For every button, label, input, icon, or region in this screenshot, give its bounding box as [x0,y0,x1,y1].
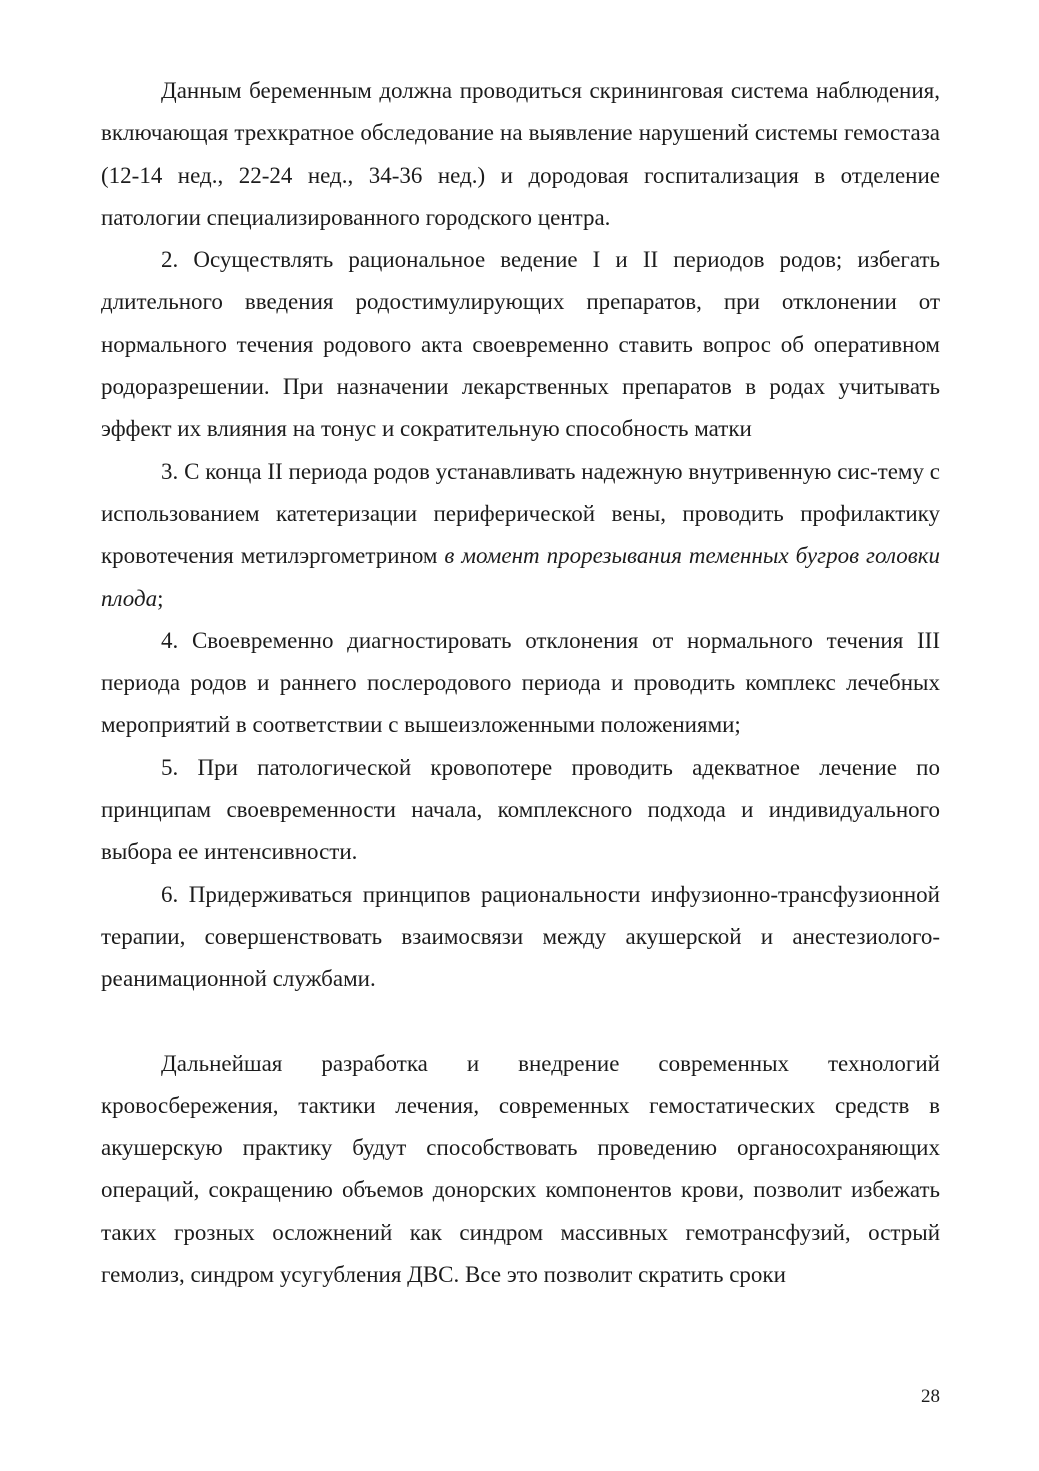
body-text [101,70,940,1296]
paragraph-item-3-text: 3. С конца II периода родов устанавливать надежную внутривенную сис-тему с использованием катетеризации периферической вены, проводить профилактику кровотечения метилэргометрином [101,458,940,569]
paragraph-gap [101,1001,940,1043]
paragraph-conclusion: Дальнейшая разработка и внедрение современных технологий кровосбережения, тактики лечения, современных гемостатических средств в акушерскую практику будут способствовать проведению органосохраняющих операций, сокращению объемов донорских компонентов крови, позволит избежать таких грозных осложнений как синдром массивных гемотрансфузий, острый гемолиз, синдром усугубления ДВС. Все это позволит скратить сроки [101,1050,940,1288]
paragraph-item-2: 2. Осуществлять рациональное ведение I и II периодов родов; избегать длительного введения родостимулирующих препаратов, при отклонении от нормального течения родового акта своевременно ставить вопрос об оперативном родоразрешении. При назначении лекарственных препаратов в родах учитывать эффект их влияния на тонус и сократительную способность матки [101,247,940,442]
page-number: 28 [921,1386,940,1407]
paragraph-item-6: 6. Придерживаться принципов рациональности инфузионно-трансфузионной терапии, совершенствовать взаимосвязи между акушерской и анестезиолого-реанимационной службами. [101,881,940,992]
paragraph-screening: Данным беременным должна проводиться скрининговая система наблюдения, включающая трехкратное обследование на выявление нарушений системы гемостаза (12-14 нед., 22-24 нед., 34-36 нед.) и дородовая госпитализация в отделение патологии специализированного городского центра. [101,78,940,230]
paragraph-item-4: 4. Своевременно диагностировать отклонения от нормального течения III периода родов и раннего послеродового периода и проводить комплекс лечебных мероприятий в соответствии с вышеизложенными положениями; [101,627,940,738]
paragraph-item-3 [101,451,940,620]
paragraph-item-5: 5. При патологической кровопотере проводить адекватное лечение по принципам своевременности начала, комплексного подхода и индивидуального выбора ее интенсивности. [101,754,940,865]
paragraph-item-3-italic: в момент прорезывания теменных бугров головки плода [101,543,940,611]
paragraph-item-3-end: ; [157,585,164,611]
